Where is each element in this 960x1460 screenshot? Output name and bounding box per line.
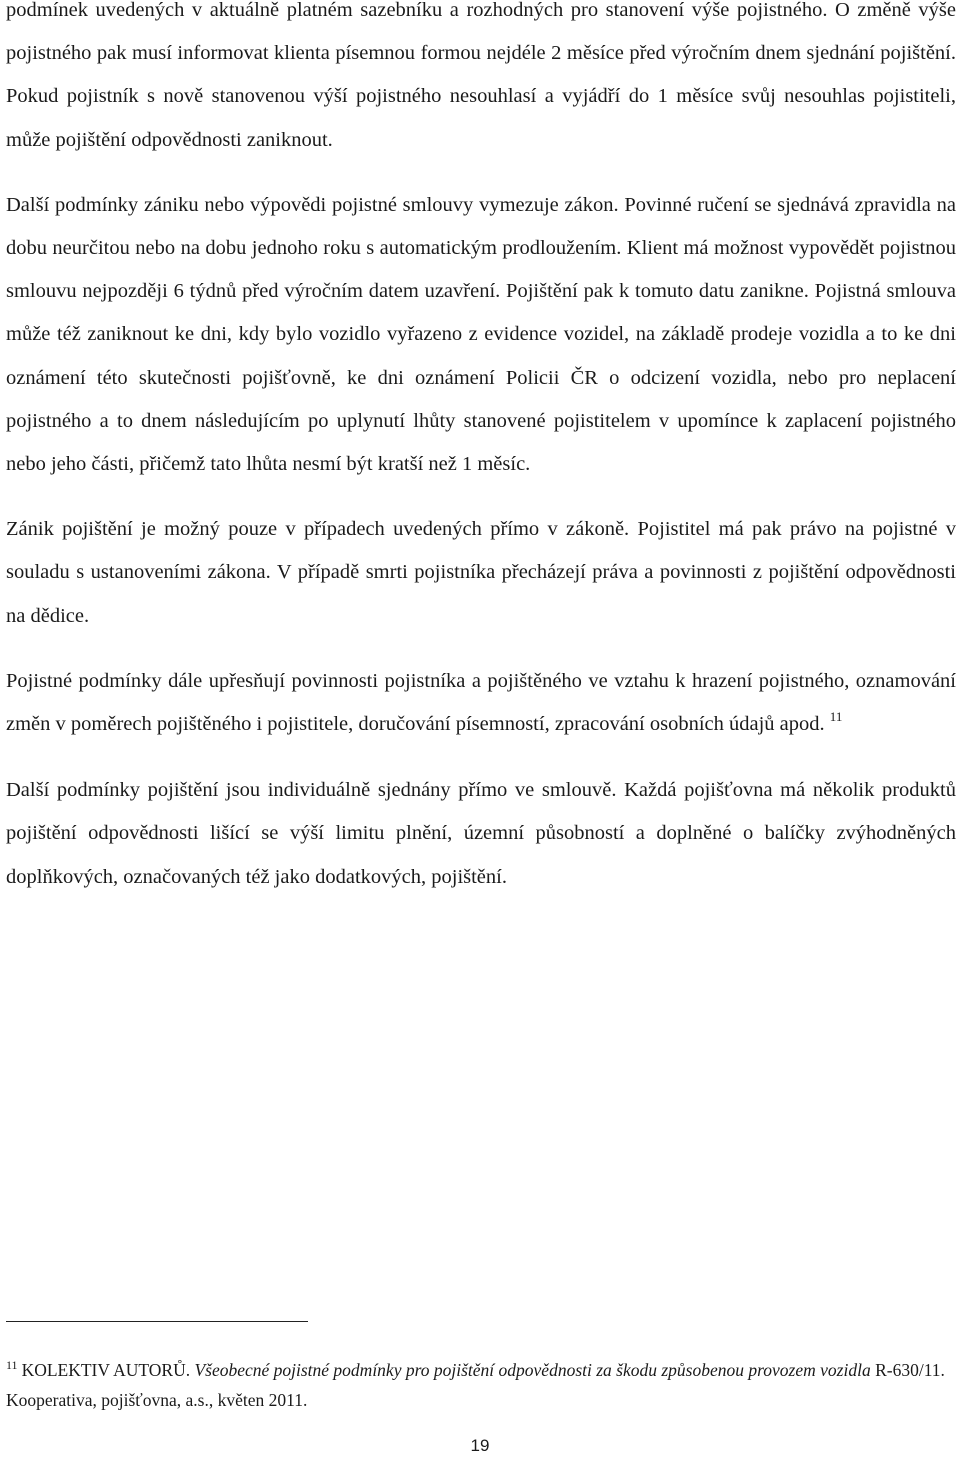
footnote-reference: 11 bbox=[829, 709, 843, 725]
document-body bbox=[6, 0, 956, 899]
paragraph-termination-by-law: Zánik pojištění je možný pouze v případech uvedených přímo v zákoně. Pojistitel má pak právo na pojistné v souladu s ustanoveními zákona. V případě smrti pojistníka přecházejí práva a povinnosti z pojištění odpovědnosti na dědice. bbox=[6, 518, 956, 627]
paragraph-additional-conditions: Další podmínky pojištění jsou individuálně sjednány přímo ve smlouvě. Každá pojišťovna má několik produktů pojištění odpovědnosti lišící se výší limitu plnění, územní působností a doplněné o balíčky zvýhodněných doplňkových, označovaných též jako dodatkových, pojištění. bbox=[6, 779, 956, 888]
footnote-title: Všeobecné pojistné podmínky pro pojištění odpovědnosti za škodu způsobenou provozem vozidla bbox=[194, 1360, 871, 1380]
footnote-separator bbox=[6, 1321, 308, 1322]
footnote-publisher: R-630/11. Kooperativa, pojišťovna, a.s., květen 2011. bbox=[6, 1360, 945, 1410]
paragraph-policy-conditions bbox=[6, 660, 956, 747]
paragraph-insurance-premium-change: podmínek uvedených v aktuálně platném sazebníku a rozhodných pro stanovení výše pojistného. O změně výše pojistného pak musí informovat klienta písemnou formou nejdéle 2 měsíce před výročním dnem sjednání pojištění. Pokud pojistník s nově stanovenou výší pojistného nesouhlasí a vyjádří do 1 měsíce svůj nesouhlas pojistiteli, může pojištění odpovědnosti zaniknout. bbox=[6, 0, 956, 151]
footnote-author: KOLEKTIV AUTORŮ. bbox=[21, 1360, 191, 1380]
paragraph-policy-conditions-text: Pojistné podmínky dále upřesňují povinnosti pojistníka a pojištěného ve vztahu k hrazení pojistného, oznamování změn v poměrech pojištěného i pojistitele, doručování písemností, zpracování osobních údajů apod. bbox=[6, 669, 956, 736]
footnote bbox=[6, 1356, 956, 1414]
page-number: 19 bbox=[470, 1436, 490, 1455]
paragraph-termination-conditions: Další podmínky zániku nebo výpovědi pojistné smlouvy vymezuje zákon. Povinné ručení se sjednává zpravidla na dobu neurčitou nebo na dobu jednoho roku s automatickým prodloužením. Klient má možnost vypovědět pojistnou smlouvu nejpozději 6 týdnů před výročním datem uzavření. Pojištění pak k tomuto datu zanikne. Pojistná smlouva může též zaniknout ke dni, kdy bylo vozidlo vyřazeno z evidence vozidel, na základě prodeje vozidla a to ke dni oznámení této skutečnosti pojišťovně, ke dni oznámení Policii ČR o odcizení vozidla, nebo pro neplacení pojistného a to dnem následujícím po uplynutí lhůty stanovené pojistitelem v upomínce k zaplacení pojistného nebo jeho části, přičemž tato lhůta nesmí být kratší než 1 měsíc. bbox=[6, 193, 956, 476]
footnote-mark: 11 bbox=[6, 1358, 18, 1372]
